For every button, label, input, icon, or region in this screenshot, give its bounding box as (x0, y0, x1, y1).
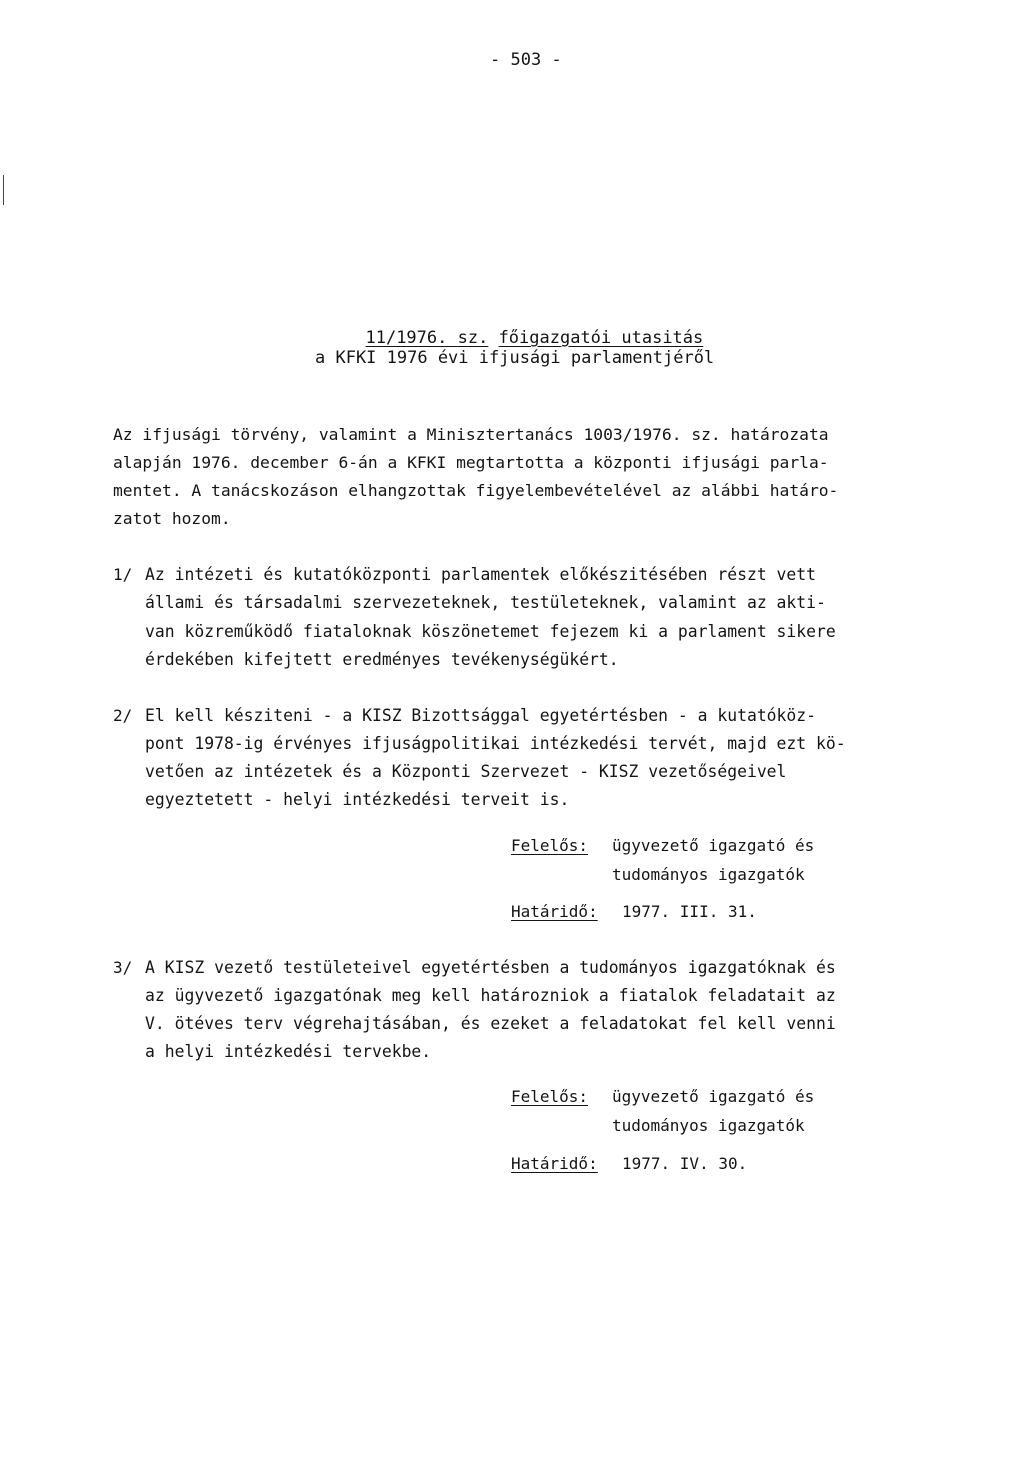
document-title (345, 313, 703, 347)
item-line: érdekében kifejtett eredményes tevékenységükért. (145, 650, 619, 669)
responsible-value: tudományos igazgatók (612, 865, 805, 884)
responsible-value: ügyvezető igazgató és (612, 1087, 815, 1106)
intro-line: mentet. A tanácskozáson elhangzottak figyelembevételével az alábbi határo- (113, 481, 839, 500)
responsible-label: Felelős: (511, 836, 589, 855)
intro-line: zatot hozom. (113, 509, 231, 528)
item-line: El kell késziteni - a KISZ Bizottsággal egyetértésben - a kutatóköz- (145, 706, 817, 725)
item-line: V. ötéves terv végrehajtásában, és ezeket a feladatokat fel kell venni (145, 1014, 836, 1033)
item-line: Az intézeti és kutatóközponti parlamentek előkészitésében részt vett (145, 565, 817, 584)
margin-mark (3, 175, 4, 205)
responsible-label: Felelős: (511, 1087, 589, 1106)
item-line: A KISZ vezető testületeivel egyetértésben a tudományos igazgatóknak és (145, 958, 836, 977)
item-line: az ügyvezető igazgatónak meg kell határozniok a fiatalok feladatait az (145, 986, 836, 1005)
deadline-label: Határidő: (511, 1154, 598, 1173)
deadline-value: 1977. III. 31. (622, 902, 757, 921)
item-number: 1/ (113, 565, 133, 584)
item-line: vetően az intézetek és a Központi Szervezet - KISZ vezetőségeivel (145, 762, 787, 781)
item-line: a helyi intézkedési tervekbe. (145, 1042, 432, 1061)
responsible-value: ügyvezető igazgató és (612, 836, 815, 855)
intro-line: alapján 1976. december 6-án a KFKI megtartotta a központi ifjusági parla- (113, 453, 829, 472)
deadline-value: 1977. IV. 30. (622, 1154, 748, 1173)
item-number: 3/ (113, 958, 133, 977)
page-number: - 503 - (490, 50, 562, 70)
responsible-value: tudományos igazgatók (612, 1116, 805, 1135)
document-subtitle: a KFKI 1976 évi ifjusági parlamentjéről (315, 348, 715, 368)
item-line: pont 1978-ig érvényes ifjuságpolitikai intézkedési tervét, majd ezt kö- (145, 734, 846, 753)
title-number: 11/1976. sz. (365, 328, 489, 348)
item-number: 2/ (113, 706, 133, 725)
item-line: állami és társadalmi szervezeteknek, testületeknek, valamint az akti- (145, 593, 826, 612)
item-line: van közreműködő fiataloknak köszönetemet fejezem ki a parlament sikere (145, 622, 836, 641)
deadline-label: Határidő: (511, 902, 598, 921)
item-line: egyeztetett - helyi intézkedési terveit is. (145, 790, 570, 809)
title-heading: főigazgatói utasitás (498, 328, 704, 348)
intro-line: Az ifjusági törvény, valamint a Minisztertanács 1003/1976. sz. határozata (113, 425, 829, 444)
